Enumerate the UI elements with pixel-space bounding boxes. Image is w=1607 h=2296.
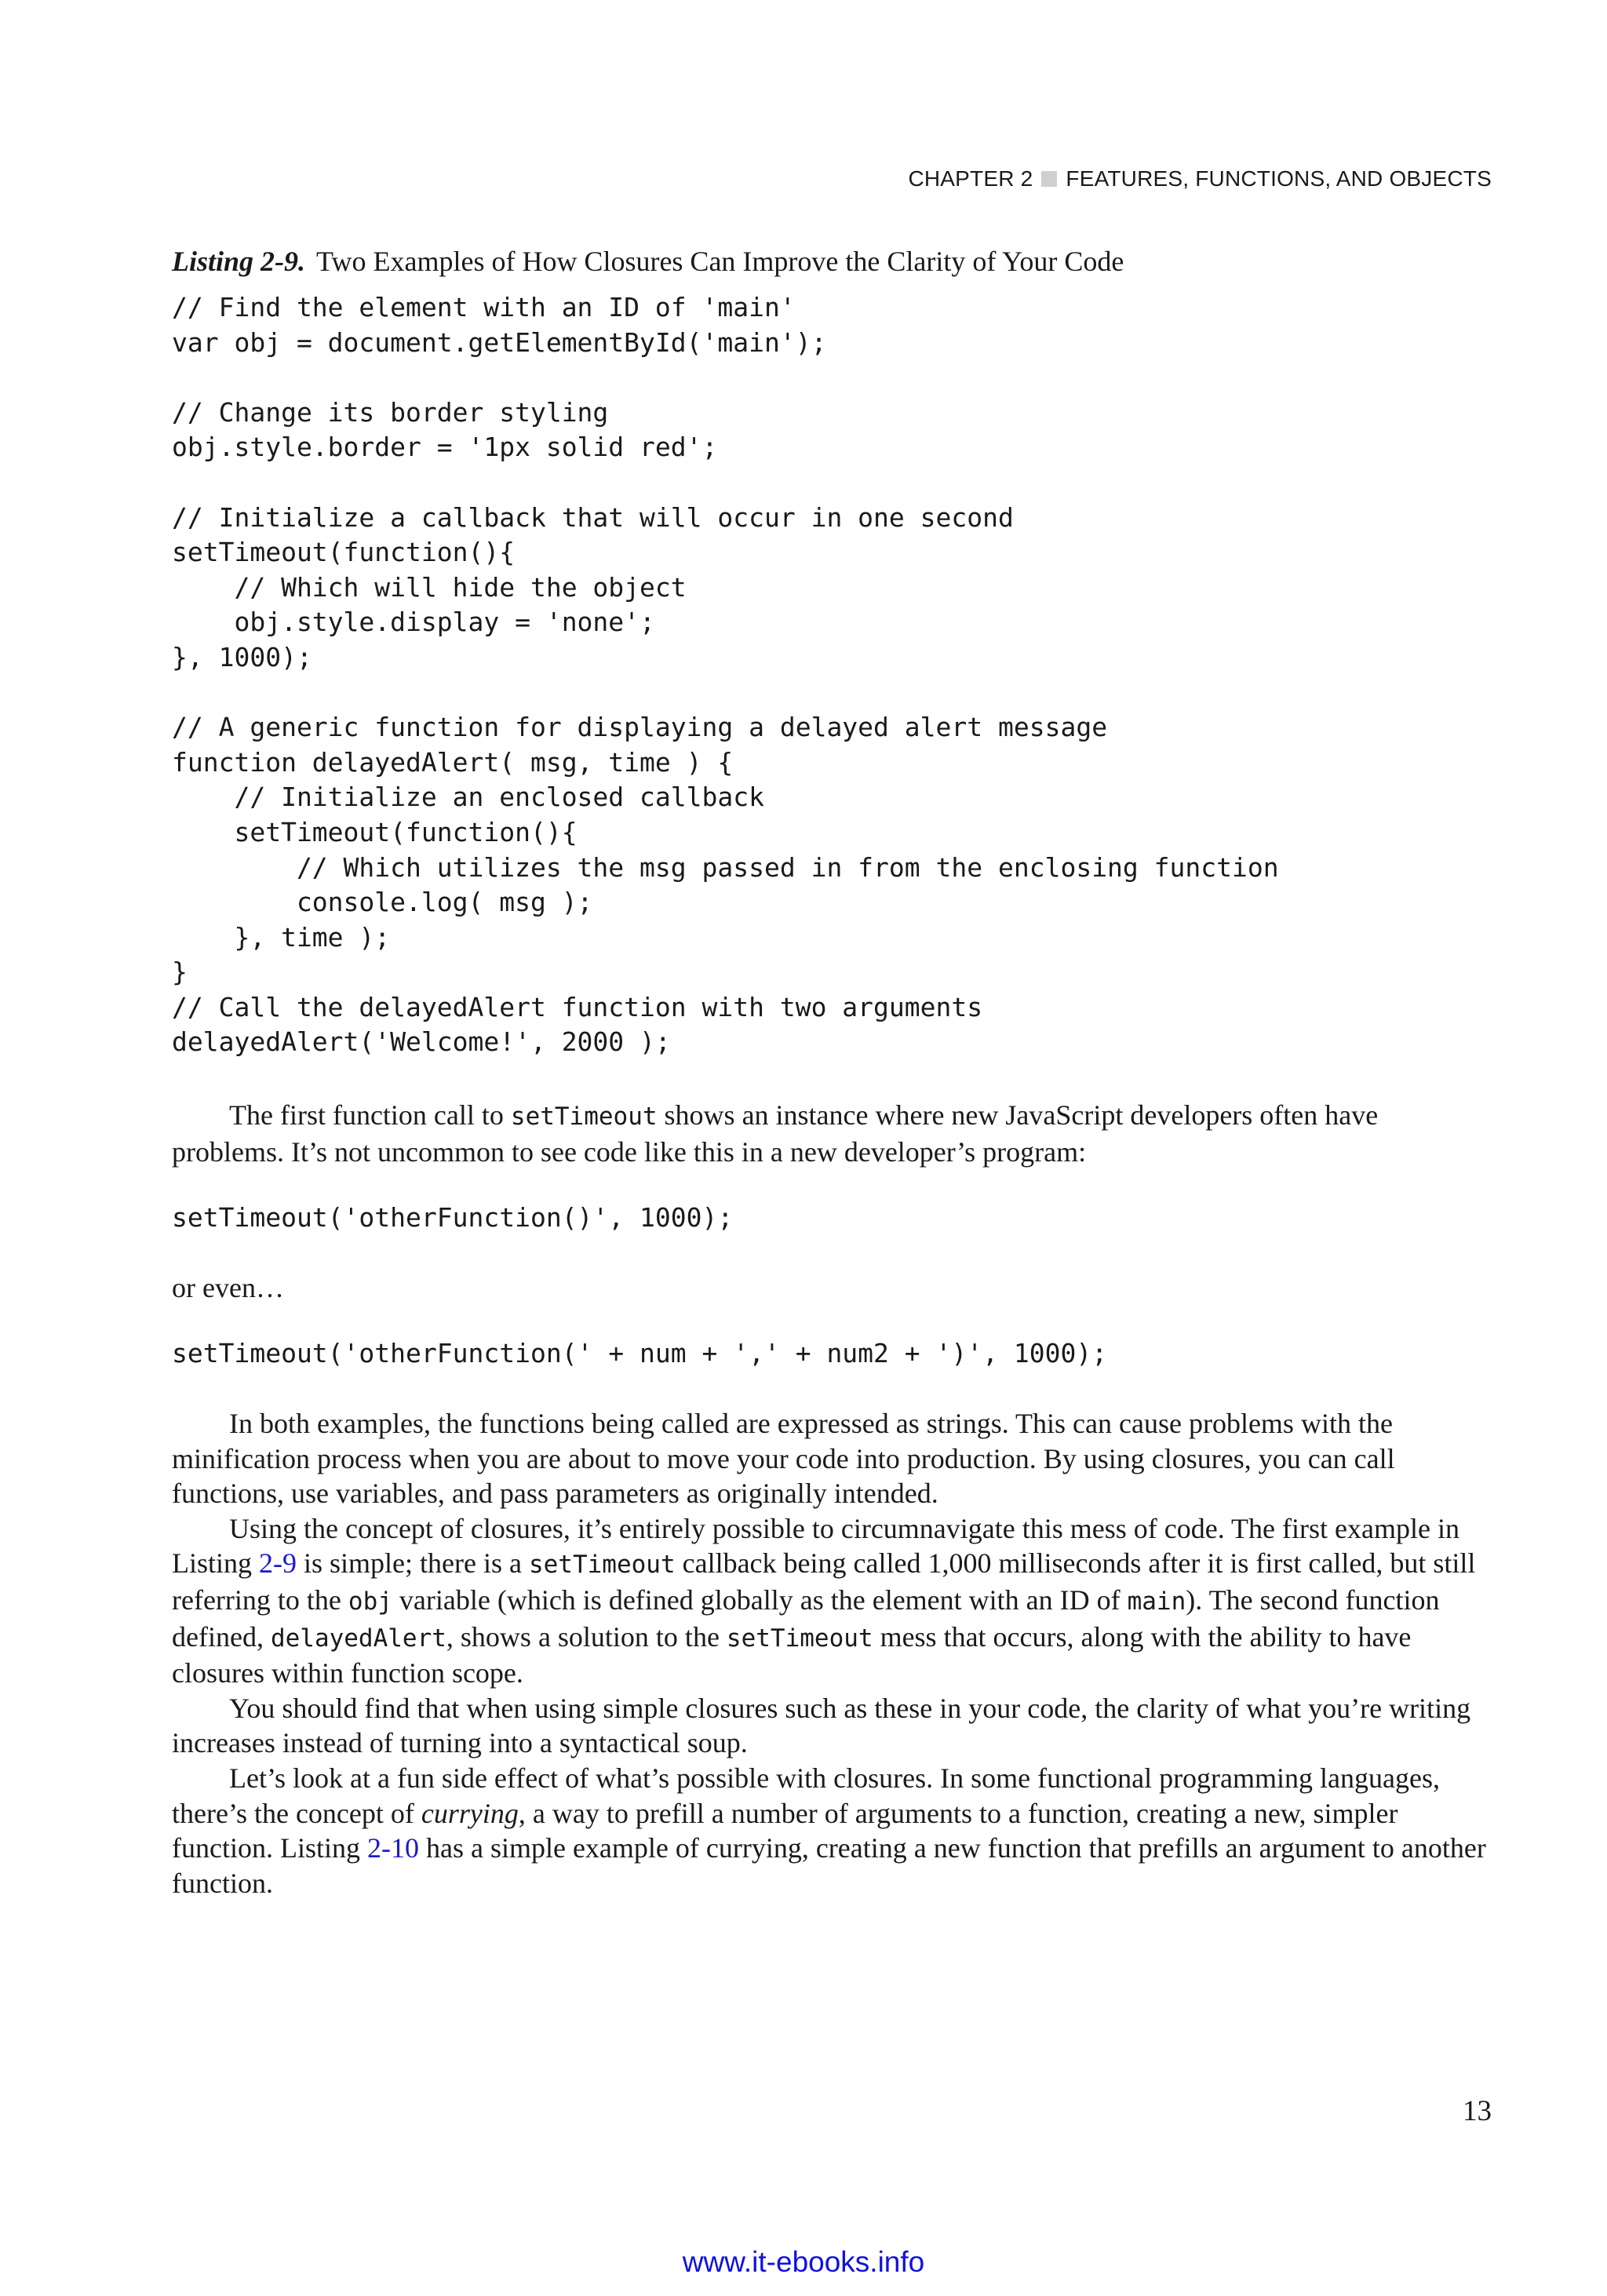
listing-code-block: // Find the element with an ID of 'main' var obj = document.getElementById('main'); // Change its border styling obj.style.border = '1px solid red'; // Initialize a callback that will occur in one second setTimeout(function(){ // Which will hide the object obj.style.display = 'none'; }, 1000); // A generic function for displaying a delayed alert message function delayedAlert( msg, time ) { // Initialize an enclosed callback setTimeout(function(){ // Which utilizes the msg passed in from the enclosing function console.log( msg ); }, time ); } // Call the delayedAlert function with two arguments delayedAlert('Welcome!', 2000 );	[172, 292, 1279, 1058]
paragraph-strings-problem: In both examples, the functions being called are expressed as strings. This can cause problems with the minification process when you are about to move your code into production. By using closures, you can call functions, use variables, and pass parameters as originally intended.	[172, 1408, 1395, 1510]
inline-code: delayedAlert	[270, 1624, 446, 1653]
chapter-label: CHAPTER 2	[908, 166, 1033, 191]
code-snippet-1: setTimeout('otherFunction()', 1000);	[172, 1202, 734, 1234]
paragraph-or-even: or even…	[172, 1271, 284, 1303]
text-run: shows an instance where new JavaScript developers often have problems. It’s not uncommon to see code like this in a new developer’s program:	[172, 1099, 1379, 1168]
inline-code: obj	[348, 1587, 392, 1616]
listing-title: Two Examples of How Closures Can Improve the Clarity of Your Code	[316, 246, 1124, 277]
footer-website-link[interactable]: www.it-ebooks.info	[682, 2246, 925, 2278]
inline-code: setTimeout	[528, 1551, 676, 1580]
text-run: is simple; there is a	[297, 1547, 529, 1580]
text-run: , shows a solution to the	[446, 1620, 727, 1653]
text-run: Using the concept of closures, it’s entirely possible to circumnavigate this mess of code. The first example in Listing	[172, 1512, 1459, 1580]
text-run: , a way to prefill a number of arguments to a function, creating a new, simpler function. Listing	[172, 1797, 1398, 1864]
chapter-title: FEATURES, FUNCTIONS, AND OBJECTS	[1066, 166, 1492, 191]
listing-2-10-link[interactable]: 2-10	[366, 1832, 419, 1864]
text-run: mess that occurs, along with the ability to have closures within function scope.	[172, 1620, 1412, 1689]
text-run: variable (which is defined globally as the element with an ID of	[392, 1584, 1128, 1616]
listing-label: Listing 2-9.	[172, 246, 306, 277]
page-number: 13	[1463, 2095, 1492, 2127]
code-snippet-2: setTimeout('otherFunction(' + num + ',' + num2 + ')', 1000);	[172, 1338, 1108, 1369]
paragraph-currying	[172, 1761, 1492, 1901]
text-run: The first function call to	[229, 1099, 511, 1132]
paragraph-settimeout-intro	[172, 1098, 1492, 1169]
paragraph-closures-concept	[172, 1511, 1492, 1691]
inline-code: setTimeout	[726, 1624, 873, 1653]
text-run: has a simple example of currying, creating a new function that prefills an argument to another function.	[172, 1832, 1486, 1899]
text-run: ). The second function defined,	[172, 1584, 1440, 1653]
emphasis-term: currying	[421, 1797, 519, 1829]
listing-caption	[172, 242, 1492, 281]
paragraph-clarity: You should find that when using simple closures such as these in your code, the clarity of what you’re writing increases instead of turning into a syntactical soup.	[172, 1692, 1471, 1759]
running-header	[908, 166, 1492, 191]
page-body	[172, 242, 1492, 1901]
inline-code: setTimeout	[510, 1102, 658, 1132]
text-run: Let’s look at a fun side effect of what’s possible with closures. In some functional programming languages, there’s the concept of	[172, 1762, 1440, 1829]
header-separator-square	[1041, 171, 1057, 187]
listing-2-9-link[interactable]: 2-9	[259, 1547, 297, 1580]
inline-code: main	[1127, 1587, 1186, 1616]
text-run: callback being called 1,000 milliseconds after it is first called, but still referring to the	[172, 1547, 1476, 1616]
